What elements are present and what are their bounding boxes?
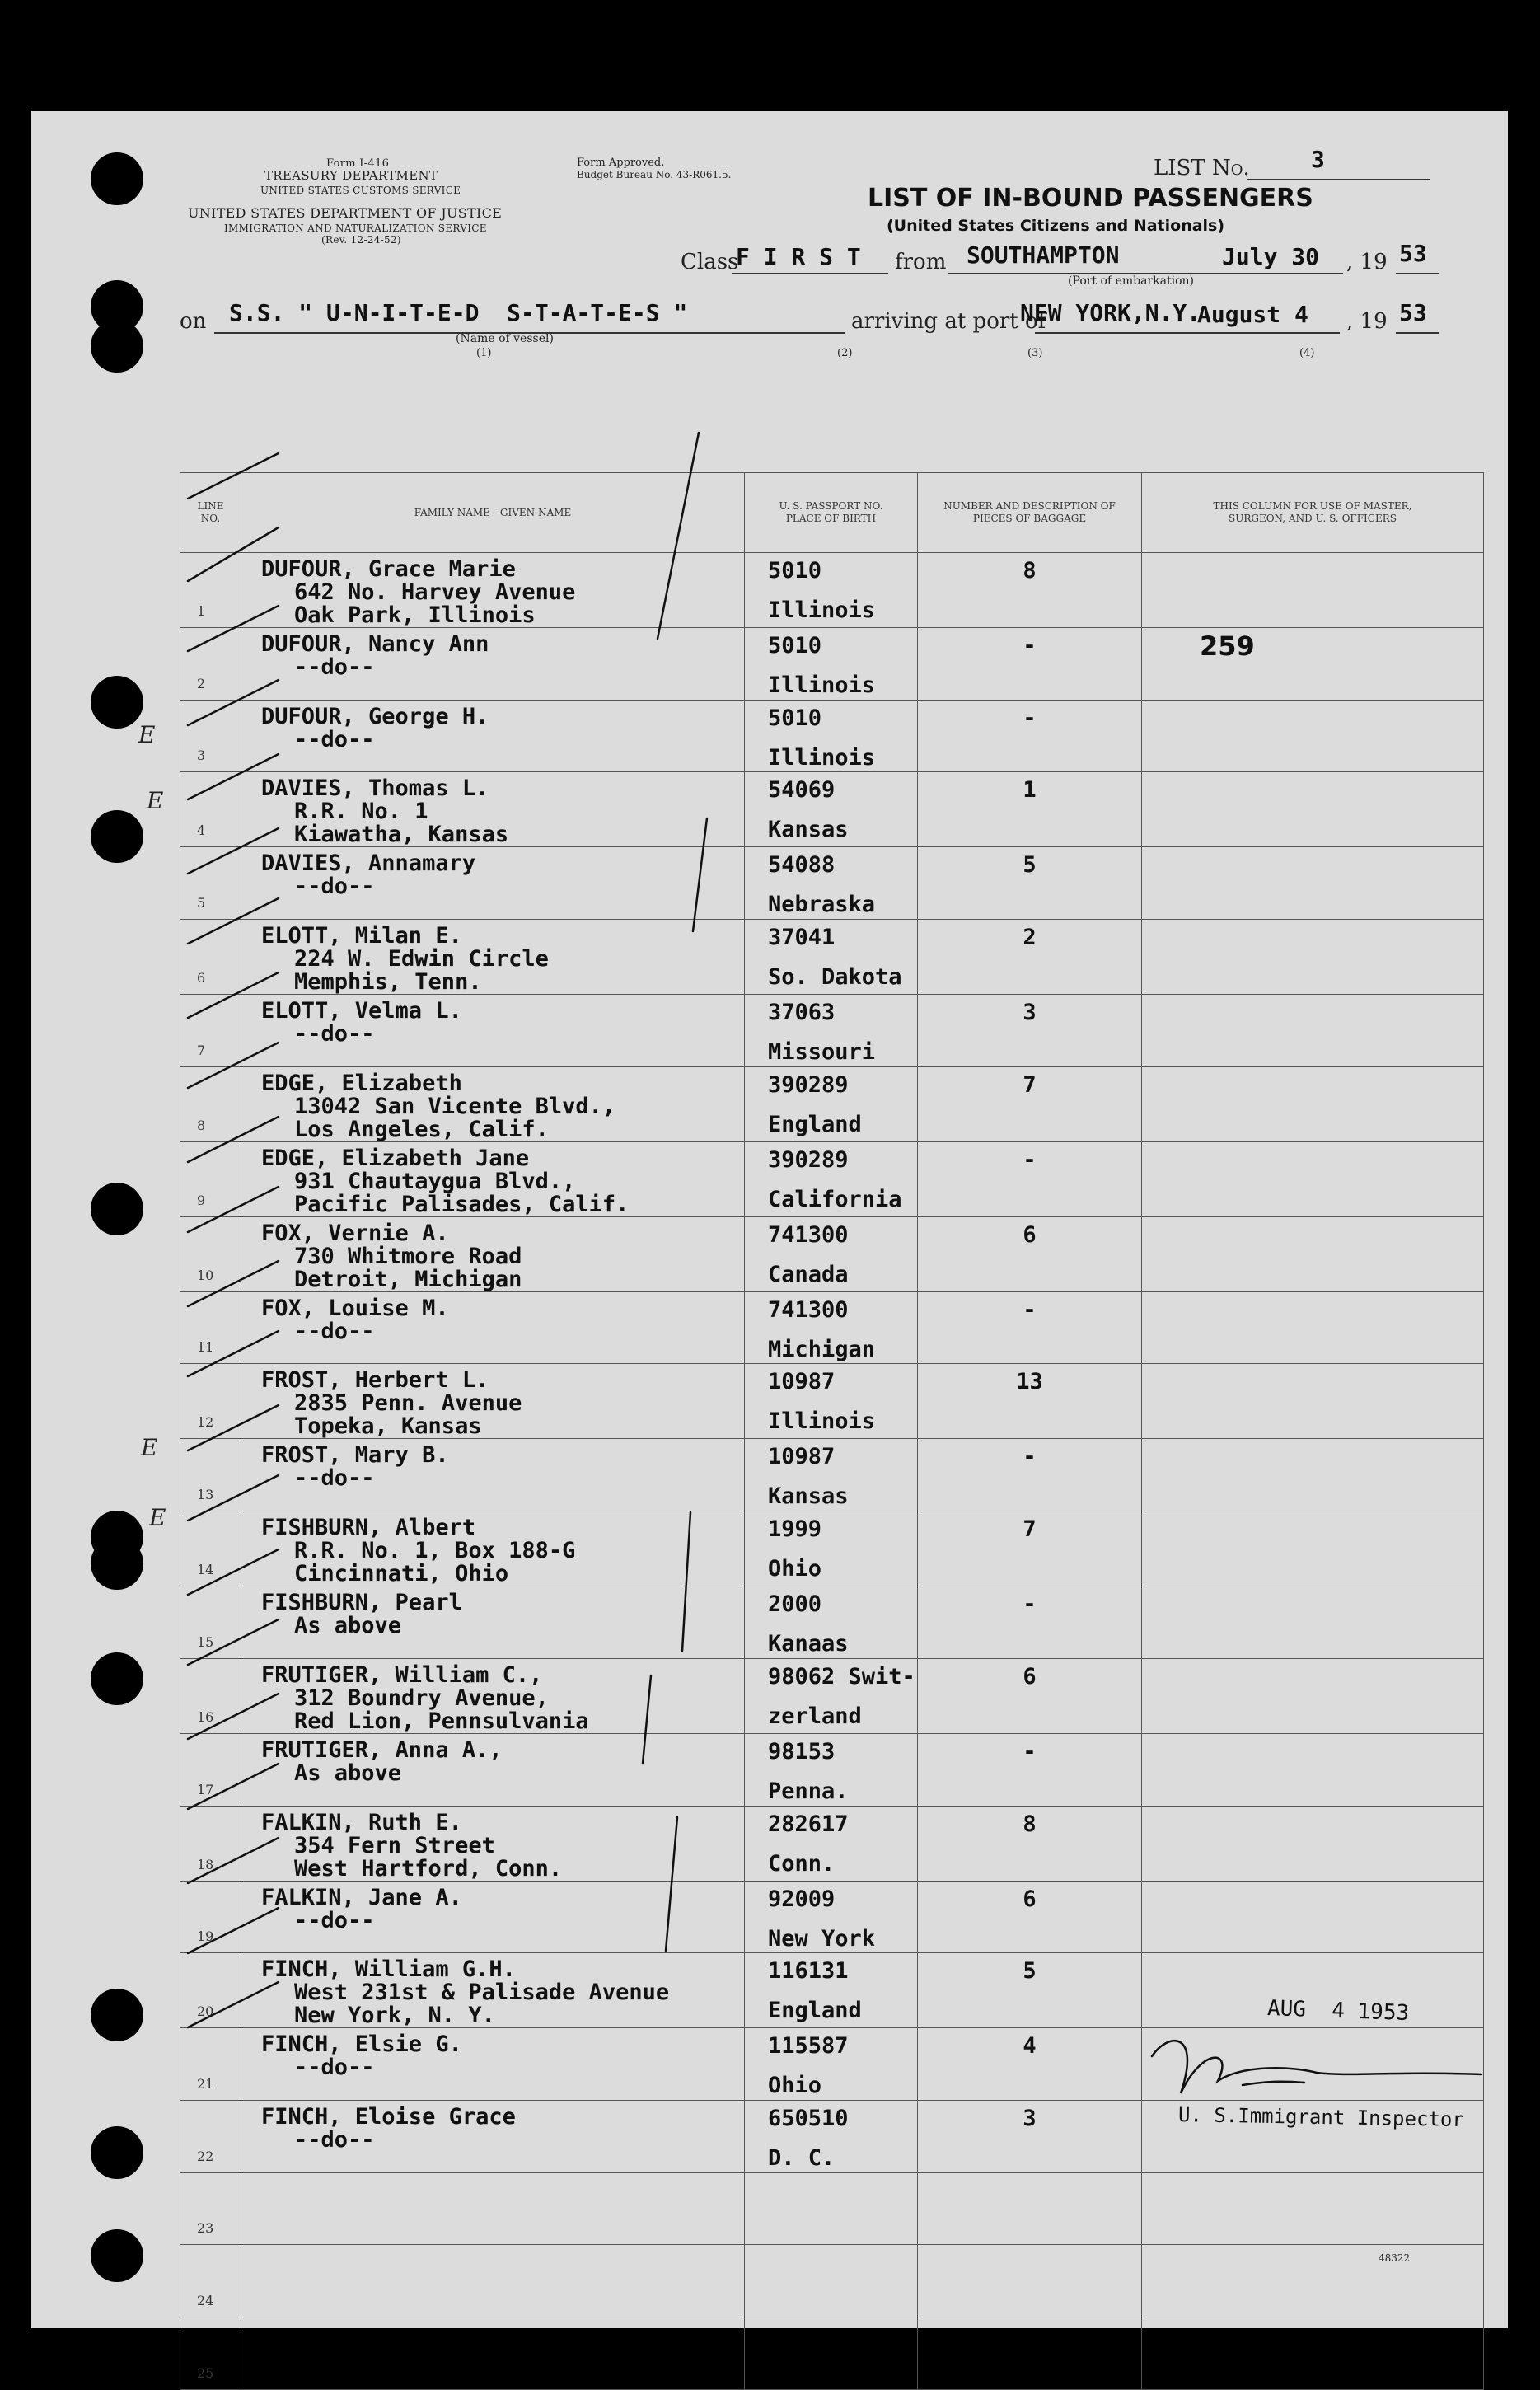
vessel-name: S.S. " U-N-I-T-E-D S-T-A-T-E-S " — [229, 299, 688, 326]
col-num-4: (4) — [1299, 347, 1315, 359]
passenger-name: FINCH, William G.H. — [261, 1957, 516, 1983]
place-of-birth: California — [768, 1186, 902, 1212]
place-of-birth: Kansas — [768, 817, 849, 843]
arrival-stamp-date: AUG 4 1953 — [1266, 1996, 1410, 2026]
passport-number: 116131 — [768, 1958, 849, 1985]
passenger-name: EDGE, Elizabeth Jane — [261, 1145, 530, 1171]
passport-number: 98153 — [768, 1738, 836, 1764]
passport-number: 390289 — [768, 1146, 849, 1173]
line-number: 8 — [197, 1117, 206, 1133]
class-label: Class — [681, 250, 739, 274]
header-baggage: NUMBER AND DESCRIPTION OF PIECES OF BAGGAGE — [918, 473, 1142, 553]
baggage-count: 3 — [1023, 2105, 1037, 2131]
line-number: 25 — [197, 2364, 214, 2381]
line-number: 10 — [197, 1267, 214, 1283]
baggage-count: 4 — [1023, 2033, 1037, 2060]
place-of-birth: So. Dakota — [768, 964, 902, 991]
passenger-address-line: 354 Fern Street — [294, 1832, 495, 1858]
margin-mark: E — [138, 721, 156, 748]
passport-number: 54088 — [768, 852, 836, 879]
inspector-title: U. S.Immigrant Inspector — [1177, 2102, 1464, 2132]
place-of-birth: New York — [768, 1925, 876, 1952]
passenger-address-line: As above — [294, 1760, 402, 1786]
passenger-name: FROST, Herbert L. — [261, 1367, 489, 1394]
passport-number: 5010 — [768, 633, 822, 658]
passport-number: 115587 — [768, 2033, 849, 2060]
on-label: on — [180, 309, 207, 334]
passenger-address-line: --do-- — [294, 2055, 375, 2081]
document-page — [31, 111, 1508, 2381]
baggage-count: 8 — [1023, 1811, 1037, 1837]
line-number: 6 — [197, 970, 206, 986]
list-no-value: 3 — [1311, 146, 1325, 173]
budget-bureau: Budget Bureau No. 43-R061.5. — [577, 169, 732, 180]
header-name: FAMILY NAME—GIVEN NAME — [241, 473, 745, 553]
line-number: 14 — [197, 1562, 214, 1578]
line-number: 2 — [197, 675, 206, 691]
passenger-name: DUFOUR, George H. — [261, 703, 489, 729]
passenger-address-line: As above — [294, 1613, 402, 1639]
passport-number: 10987 — [768, 1369, 836, 1395]
place-of-birth: Illinois — [768, 672, 876, 698]
passenger-name: DAVIES, Thomas L. — [261, 776, 489, 802]
passenger-address-line: 730 Whitmore Road — [294, 1243, 522, 1269]
passport-number: 282617 — [768, 1811, 849, 1837]
vessel-caption: (Name of vessel) — [456, 332, 554, 345]
baggage-count: - — [1023, 1738, 1037, 1764]
passenger-address-line: 312 Boundry Avenue, — [294, 1685, 549, 1711]
passenger-name: FRUTIGER, Anna A., — [261, 1736, 503, 1763]
passenger-address-line: 13042 San Vicente Blvd., — [294, 1093, 616, 1119]
passenger-name: FINCH, Elsie G. — [261, 2032, 462, 2058]
line-number: 3 — [197, 747, 206, 764]
place-of-birth: England — [768, 1998, 862, 2024]
place-of-birth: Ohio — [768, 1556, 822, 1582]
passenger-address-line: --do-- — [294, 2126, 375, 2153]
justice-department: UNITED STATES DEPARTMENT OF JUSTICE — [188, 205, 503, 221]
line-number: 7 — [197, 1042, 206, 1058]
header-line-no: LINE NO. — [180, 473, 241, 553]
passenger-name: DAVIES, Annamary — [261, 851, 476, 877]
passenger-address-line: 224 W. Edwin Circle — [294, 946, 549, 972]
passport-number: 98062 Swit- — [768, 1663, 915, 1689]
col-num-2: (2) — [837, 347, 853, 359]
baggage-count: - — [1023, 633, 1037, 658]
passport-number: 390289 — [768, 1071, 849, 1098]
baggage-count: 5 — [1023, 1958, 1037, 1985]
passenger-address-line: R.R. No. 1 — [294, 799, 428, 825]
page-subtitle: (United States Citizens and Nationals) — [887, 217, 1225, 235]
baggage-count: 7 — [1023, 1516, 1037, 1543]
passenger-address-line: --do-- — [294, 1465, 375, 1492]
passport-number: 1999 — [768, 1516, 822, 1543]
passenger-address-line: West Hartford, Conn. — [294, 1855, 563, 1882]
place-of-birth: Ohio — [768, 2073, 822, 2099]
place-of-birth: Kanaas — [768, 1631, 849, 1657]
place-of-birth: Conn. — [768, 1850, 836, 1877]
line-number: 19 — [197, 1928, 214, 1945]
arrival-date: August 4 — [1197, 301, 1308, 328]
passport-number: 92009 — [768, 1886, 836, 1912]
line-number: 9 — [197, 1192, 206, 1208]
passenger-address-line: R.R. No. 1, Box 188-G — [294, 1538, 576, 1564]
passenger-name: ELOTT, Velma L. — [261, 998, 462, 1024]
line-number: 17 — [197, 1781, 214, 1797]
passenger-name: FALKIN, Ruth E. — [261, 1809, 462, 1835]
place-of-birth: Nebraska — [768, 892, 876, 918]
passenger-name: FALKIN, Jane A. — [261, 1884, 462, 1910]
line-number: 18 — [197, 1856, 214, 1872]
baggage-count: 13 — [1016, 1369, 1043, 1395]
handwritten-marks — [31, 111, 1508, 2328]
passport-number: 5010 — [768, 705, 822, 731]
passenger-name: FISHBURN, Pearl — [261, 1590, 462, 1616]
baggage-count: - — [1023, 1146, 1037, 1173]
passport-number: 54069 — [768, 777, 836, 804]
arrival-year: 53 — [1399, 299, 1427, 326]
line-number: 16 — [197, 1708, 214, 1725]
line-number: 24 — [197, 2292, 214, 2308]
year-value: 53 — [1399, 240, 1427, 267]
line-number: 11 — [197, 1339, 214, 1356]
baggage-count: - — [1023, 1591, 1037, 1618]
passenger-name: FROST, Mary B. — [261, 1442, 449, 1469]
baggage-count: - — [1023, 1296, 1037, 1323]
line-number: 23 — [197, 2220, 214, 2237]
baggage-count: 2 — [1023, 925, 1037, 951]
passenger-address-line: 2835 Penn. Avenue — [294, 1390, 522, 1417]
passport-number: 5010 — [768, 558, 822, 583]
passenger-address-line: Detroit, Michigan — [294, 1266, 522, 1292]
place-of-birth: Kansas — [768, 1483, 849, 1510]
page-title: LIST OF IN-BOUND PASSENGERS — [868, 184, 1313, 213]
customs-service: UNITED STATES CUSTOMS SERVICE — [260, 185, 461, 196]
immigration-service: IMMIGRATION AND NATURALIZATION SERVICE — [224, 223, 487, 234]
line-number: 15 — [197, 1633, 214, 1650]
passport-number: 741300 — [768, 1296, 849, 1323]
passport-number: 741300 — [768, 1221, 849, 1248]
passenger-address-line: Oak Park, Illinois — [294, 602, 536, 628]
passenger-name: FOX, Louise M. — [261, 1295, 449, 1321]
place-of-birth: Michigan — [768, 1336, 876, 1362]
passenger-address-line: Cincinnati, Ohio — [294, 1561, 509, 1587]
baggage-count: 3 — [1023, 1000, 1037, 1026]
margin-mark: E — [147, 787, 164, 814]
place-of-birth: Missouri — [768, 1039, 876, 1066]
place-of-birth: D. C. — [768, 2144, 836, 2171]
passenger-name: EDGE, Elizabeth — [261, 1070, 462, 1096]
baggage-count: 1 — [1023, 777, 1037, 804]
passenger-address-line: --do-- — [294, 654, 375, 680]
passenger-address-line: Kiawatha, Kansas — [294, 822, 509, 848]
passenger-address-line: Topeka, Kansas — [294, 1413, 482, 1440]
passenger-address-line: Pacific Palisades, Calif. — [294, 1191, 630, 1217]
place-of-birth: Illinois — [768, 744, 876, 771]
col-num-1: (1) — [476, 347, 492, 359]
passport-number: 650510 — [768, 2105, 849, 2131]
baggage-count: - — [1023, 1444, 1037, 1470]
baggage-count: 5 — [1023, 852, 1037, 879]
passenger-address-line: --do-- — [294, 1318, 375, 1344]
passenger-address-line: West 231st & Palisade Avenue — [294, 1980, 670, 2006]
passenger-address-line: 642 No. Harvey Avenue — [294, 579, 576, 605]
passenger-name: DUFOUR, Grace Marie — [261, 556, 516, 582]
header-passport: U. S. PASSPORT NO. PLACE OF BIRTH — [745, 473, 918, 553]
arrival-port: NEW YORK,N.Y. — [1020, 299, 1201, 326]
department-name: TREASURY DEPARTMENT — [264, 168, 438, 183]
passenger-name: FISHBURN, Albert — [261, 1515, 476, 1541]
form-approved: Form Approved. — [577, 157, 665, 169]
passenger-name: ELOTT, Milan E. — [261, 923, 462, 949]
passenger-address-line: --do-- — [294, 874, 375, 900]
baggage-count: 6 — [1023, 1221, 1037, 1248]
passport-number: 10987 — [768, 1444, 836, 1470]
arrival-year-prefix: , 19 — [1346, 309, 1388, 334]
place-of-birth: Canada — [768, 1261, 849, 1287]
year-prefix: , 19 — [1346, 250, 1388, 274]
line-number: 1 — [197, 603, 206, 619]
port-embark-caption: (Port of embarkation) — [1068, 274, 1194, 288]
passenger-name: FOX, Vernie A. — [261, 1220, 449, 1246]
form-revision: (Rev. 12-24-52) — [321, 234, 401, 246]
place-of-birth: Penna. — [768, 1778, 849, 1804]
baggage-count: 7 — [1023, 1071, 1037, 1098]
passenger-address-line: New York, N. Y. — [294, 2003, 495, 2029]
line-number: 5 — [197, 895, 206, 911]
baggage-count: 6 — [1023, 1663, 1037, 1689]
embark-date: July 30 — [1222, 243, 1320, 270]
col-num-3: (3) — [1027, 347, 1043, 359]
passenger-name: DUFOUR, Nancy Ann — [261, 631, 489, 657]
from-value: SOUTHAMPTON — [967, 241, 1120, 269]
margin-mark: E — [141, 1434, 158, 1461]
line-number: 4 — [197, 822, 206, 839]
passenger-address-line: --do-- — [294, 1021, 375, 1047]
passenger-name: FINCH, Eloise Grace — [261, 2103, 516, 2130]
line-number: 12 — [197, 1414, 214, 1431]
baggage-count: 6 — [1023, 1886, 1037, 1912]
footer-code: 48322 — [1379, 2252, 1411, 2264]
passenger-address-line: Red Lion, Pennsulvania — [294, 1708, 589, 1734]
form-number: Form I-416 — [326, 157, 390, 170]
passenger-name: FRUTIGER, William C., — [261, 1661, 543, 1688]
arriving-label: arriving at port of — [851, 309, 1046, 334]
passenger-address-line: --do-- — [294, 726, 375, 752]
passenger-address-line: Los Angeles, Calif. — [294, 1116, 549, 1142]
line-number: 22 — [197, 2148, 214, 2164]
place-of-birth: zerland — [768, 1703, 862, 1729]
place-of-birth: England — [768, 1111, 862, 1137]
place-of-birth: Illinois — [768, 1408, 876, 1435]
list-no-label: LIST No. — [1154, 156, 1250, 180]
line-number: 20 — [197, 2003, 214, 2020]
passport-number: 37041 — [768, 925, 836, 951]
passenger-address-line: 931 Chautaygua Blvd., — [294, 1168, 576, 1194]
place-of-birth: Illinois — [768, 598, 876, 623]
header-officer: THIS COLUMN FOR USE OF MASTER, SURGEON, AND U. S. OFFICERS — [1142, 473, 1484, 553]
passenger-address-line: Memphis, Tenn. — [294, 969, 482, 996]
passenger-address-line: --do-- — [294, 1907, 375, 1933]
class-value: F I R S T — [736, 243, 861, 270]
line-number: 21 — [197, 2075, 214, 2092]
from-label: from — [895, 250, 947, 274]
passport-number: 2000 — [768, 1591, 822, 1618]
line-number: 13 — [197, 1487, 214, 1503]
baggage-count: - — [1023, 705, 1037, 731]
margin-mark: E — [149, 1504, 166, 1531]
passport-number: 37063 — [768, 1000, 836, 1026]
officer-note: 259 — [1200, 630, 1255, 662]
baggage-count: 8 — [1023, 558, 1037, 583]
